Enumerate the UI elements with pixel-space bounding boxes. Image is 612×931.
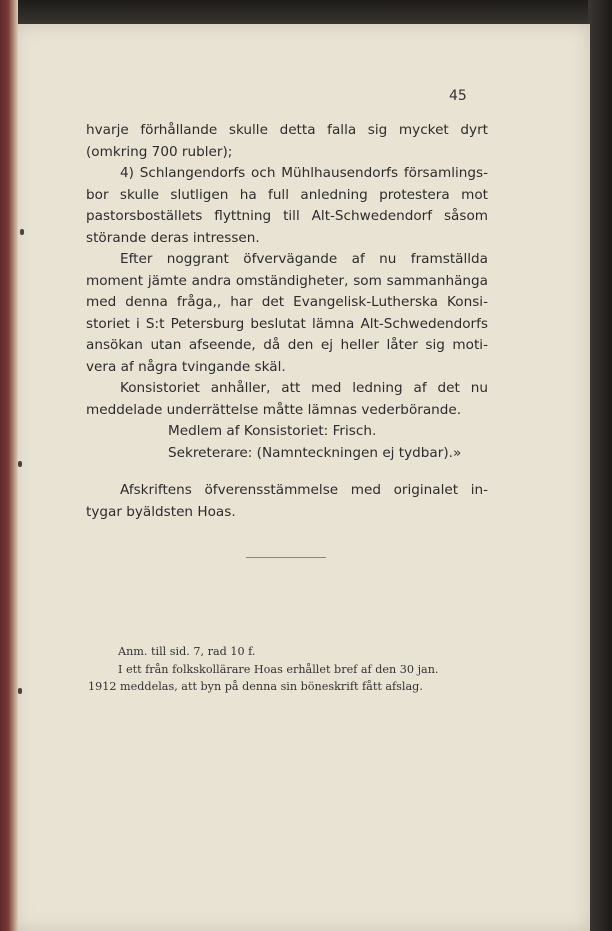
text-line: ansökan utan afseende, då den ej heller låter sig moti- bbox=[86, 337, 488, 353]
signature-line: Medlem af Konsistoriet: Frisch. bbox=[168, 423, 377, 439]
text-line: pastorsboställets flyttning till Alt-Schwedendorf såsom bbox=[86, 208, 488, 224]
text-line: Konsistoriet anhåller, att med ledning af det nu bbox=[120, 380, 488, 396]
margin-mark bbox=[20, 229, 24, 235]
text-line: 4) Schlangendorfs och Mühlhausendorfs församlings- bbox=[120, 165, 488, 181]
text-line: hvarje förhållande skulle detta falla sig mycket dyrt bbox=[86, 122, 488, 138]
attestation-line: tygar byäldsten Hoas. bbox=[86, 503, 236, 520]
text-line: meddelade underrättelse måtte lämnas vederbörande. bbox=[86, 401, 462, 418]
right-edge bbox=[588, 0, 612, 931]
body-text bbox=[86, 120, 488, 523]
text-line: med denna fråga,, har det Evangelisk-Lutherska Konsi- bbox=[86, 294, 488, 310]
text-line: vera af några tvingande skäl. bbox=[86, 358, 286, 375]
text-line: störande deras intressen. bbox=[86, 229, 260, 246]
book-spine bbox=[0, 0, 18, 931]
text-line: Efter noggrant öfvervägande af nu framställda bbox=[120, 251, 488, 267]
footnote bbox=[88, 643, 490, 696]
footnote-line: I ett från folkskollärare Hoas erhållet bref af den 30 jan. bbox=[118, 662, 439, 676]
footnote-line: 1912 meddelas, att byn på denna sin böneskrift fått afslag. bbox=[88, 680, 423, 693]
text-line: bor skulle slutligen ha full anledning protestera mot bbox=[86, 186, 488, 203]
separator-rule bbox=[246, 557, 326, 558]
margin-mark bbox=[18, 461, 22, 467]
text-line: (omkring 700 rubler); bbox=[86, 143, 233, 160]
footnote-heading: Anm. till sid. 7, rad 10 f. bbox=[118, 645, 256, 658]
text-line: storiet i S:t Petersburg beslutat lämna Alt-Schwedendorfs bbox=[86, 315, 488, 332]
text-line: moment jämte andra omständigheter, som sammanhänga bbox=[86, 272, 488, 289]
margin-mark bbox=[18, 688, 22, 694]
signature-line: Sekreterare: (Namnteckningen ej tydbar).» bbox=[168, 444, 462, 461]
page-number: 45 bbox=[449, 88, 467, 104]
attestation-line: Afskriftens öfverensstämmelse med originalet in- bbox=[120, 482, 488, 498]
top-shadow bbox=[0, 0, 612, 26]
